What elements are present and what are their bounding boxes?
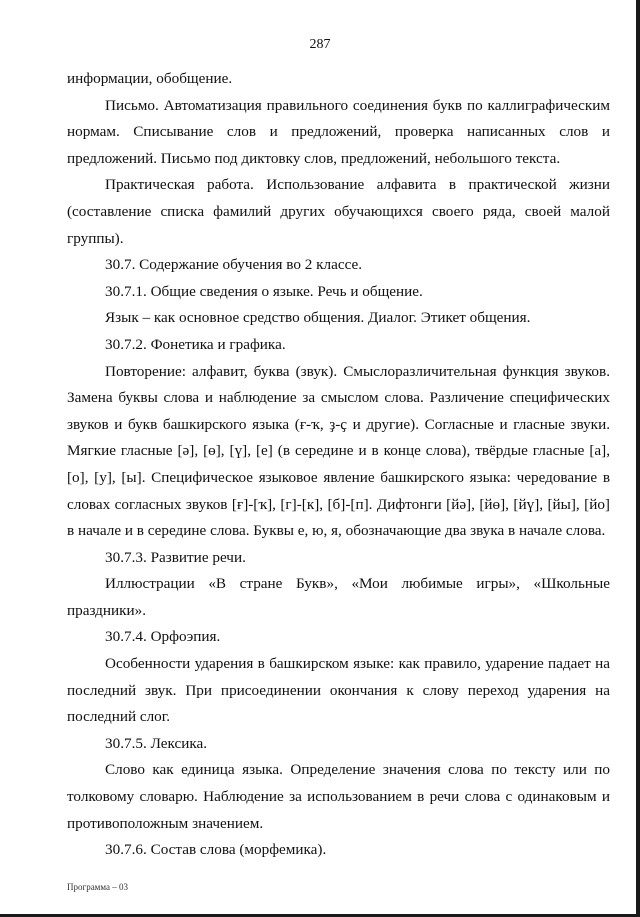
paragraph: информации, обобщение. xyxy=(67,70,233,87)
section-heading: 30.7.2. Фонетика и графика. xyxy=(105,335,286,353)
paragraph: Язык – как основное средство общения. Диалог. Этикет общения. xyxy=(105,309,531,327)
section-heading: 30.7.5. Лексика. xyxy=(105,734,208,752)
paragraph: Практическая работа. Использование алфавита в практической жизни (составление списка фамилий других обучающихся своего ряда, своей малой группы). xyxy=(67,176,610,247)
paragraph: Повторение: алфавит, буква (звук). Смыслоразличительная функция звуков. Замена буквы слова и наблюдение за смыслом слова. Различение специфических звуков и букв башкирского языка (ғ-ҡ, ҙ-ҫ и другие). Согласные и гласные звуки. Мягкие гласные [ә], [ө], [ү], [е] (в середине и в конце слова), твёрдые гласные [а], [о], [у], [ы]. Специфическое языковое явление башкирского языка: чередование в словах согласных звуков [ғ]-[ҡ], [г]-[к], [б]-[п]. Дифтонги [йә], [йө], [йү], [йы], [йо] в начале и в середине слова. Буквы е, ю, я, обозначающие два звука в начале слова. xyxy=(67,362,610,540)
paragraph: Особенности ударения в башкирском языке: как правило, ударение падает на последний звук. При присоединении окончания к слову переход ударения на последний слог. xyxy=(67,655,610,726)
section-heading: 30.7.6. Состав слова (морфемика). xyxy=(105,841,327,859)
scan-edge-right xyxy=(636,0,640,917)
page-number: 287 xyxy=(309,37,331,52)
section-heading: 30.7.1. Общие сведения о языке. Речь и общение. xyxy=(105,282,423,300)
paragraph: Письмо. Автоматизация правильного соединения букв по каллиграфическим нормам. Списывание слов и предложений, проверка написанных слов и предложений. Письмо под диктовку слов, предложений, небольшого текста. xyxy=(67,96,610,167)
paragraph: Иллюстрации «В стране Букв», «Мои любимые игры», «Школьные праздники». xyxy=(67,575,610,619)
paragraph: Слово как единица языка. Определение значения слова по тексту или по толковому словарю. Наблюдение за использованием в речи слова с одинаковым и противоположным значением. xyxy=(67,761,610,832)
page-footer: Программа – 03 xyxy=(67,882,129,892)
section-heading: 30.7.3. Развитие речи. xyxy=(105,548,246,566)
section-heading: 30.7.4. Орфоэпия. xyxy=(105,628,221,646)
section-heading: 30.7. Содержание обучения во 2 классе. xyxy=(105,256,363,274)
page-body xyxy=(67,66,610,864)
